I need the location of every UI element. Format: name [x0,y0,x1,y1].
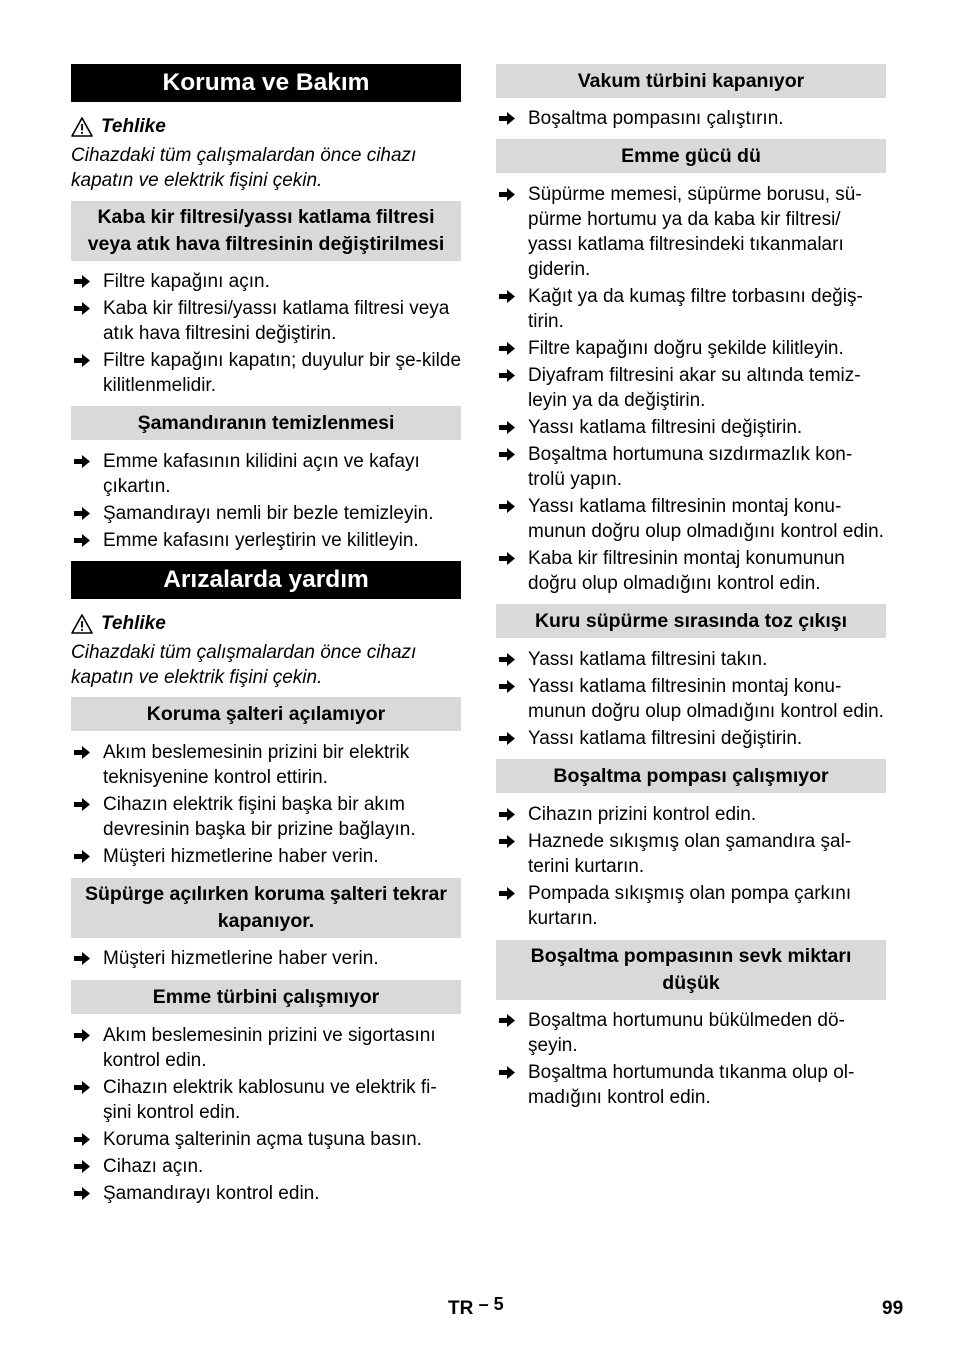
arrow-right-icon [73,506,91,521]
list-item: Boşaltma pompasını çalıştırın. [496,106,886,131]
list-item: Emme kafasının kilidini açın ve kafayı çıkartın. [71,449,461,499]
list-item: Müşteri hizmetlerine haber verin. [71,946,461,971]
list-item: Filtre kapağını doğru şekilde kilitleyin. [496,336,886,361]
list-item: Yassı katlama filtresini değiştirin. [496,726,886,751]
vacuum-steps [496,106,886,131]
heading-float-cleaning: Şamandıranın temizlenmesi [71,406,461,440]
dust-steps [496,647,886,751]
footer-section-number: – 5 [478,1294,504,1314]
list-item: Haznede sıkışmış olan şamandıra şal-terini kurtarın. [496,829,886,879]
switch-steps [71,740,461,869]
arrow-right-icon [73,1080,91,1095]
float-steps [71,449,461,553]
arrow-right-icon [73,849,91,864]
arrow-right-icon [498,652,516,667]
heading-pump-not-working: Boşaltma pompası çalışmıyor [496,759,886,793]
arrow-right-icon [498,499,516,514]
danger-text: Cihazdaki tüm çalışmalardan önce cihazı kapatın ve elektrik fişini çekin. [71,145,417,191]
list-item: Koruma şalterinin açma tuşuna basın. [71,1127,461,1152]
arrow-right-icon [73,533,91,548]
arrow-right-icon [498,420,516,435]
footer-lang-code: TR [448,1298,474,1319]
arrow-right-icon [73,745,91,760]
arrow-right-icon [498,679,516,694]
danger-label: Tehlike [101,613,166,634]
list-item: Cihazın elektrik fişini başka bir akım devresinin başka bir prizine bağlayın. [71,792,461,842]
arrow-right-icon [498,731,516,746]
left-column [71,64,461,1208]
arrow-right-icon [73,274,91,289]
danger-text: Cihazdaki tüm çalışmalardan önce cihazı kapatın ve elektrik fişini çekin. [71,642,417,688]
danger-notice [71,114,461,193]
list-item: Akım beslemesinin prizini ve sigortasını kontrol edin. [71,1023,461,1073]
footer-language [448,1294,504,1320]
heading-suction-power: Emme gücü dü [496,139,886,173]
arrow-right-icon [73,1186,91,1201]
list-item: Boşaltma hortumunda tıkanma olup ol-madığını kontrol edin. [496,1060,886,1110]
turbine-steps [71,1023,461,1206]
arrow-right-icon [498,187,516,202]
heading-sweeper-switch: Süpürge açılırken koruma şalteri tekrar kapanıyor. [71,878,461,938]
heading-pump-low-rate: Boşaltma pompasının sevk miktarı düşük [496,940,886,1000]
heading-vacuum-turbine-off: Vakum türbini kapanıyor [496,64,886,98]
arrow-right-icon [498,551,516,566]
list-item: Akım beslemesinin prizini bir elektrik teknisyenine kontrol ettirin. [71,740,461,790]
heading-switch-not-opening: Koruma şalteri açılamıyor [71,697,461,731]
sweeper-steps [71,946,461,971]
arrow-right-icon [498,1065,516,1080]
rate-steps [496,1008,886,1110]
list-item: Cihazın elektrik kablosunu ve elektrik fi-şini kontrol edin. [71,1075,461,1125]
arrow-right-icon [498,368,516,383]
list-item: Pompada sıkışmış olan pompa çarkını kurtarın. [496,881,886,931]
list-item: Kaba kir filtresi/yassı katlama filtresi veya atık hava filtresini değiştirin. [71,296,461,346]
arrow-right-icon [498,1013,516,1028]
list-item: Şamandırayı kontrol edin. [71,1181,461,1206]
list-item: Süpürme memesi, süpürme borusu, sü-pürme hortumu ya da kaba kir filtresi/ yassı katlama filtresindeki tıkanmaları giderin. [496,182,886,282]
arrow-right-icon [73,1159,91,1174]
suction-steps [496,182,886,596]
danger-title [71,611,461,636]
arrow-right-icon [498,834,516,849]
list-item: Kaba kir filtresinin montaj konumunun doğru olup olmadığını kontrol edin. [496,546,886,596]
arrow-right-icon [73,1132,91,1147]
list-item: Emme kafasını yerleştirin ve kilitleyin. [71,528,461,553]
arrow-right-icon [498,447,516,462]
list-item: Yassı katlama filtresini takın. [496,647,886,672]
right-column [496,64,886,1112]
warning-triangle-icon [71,117,93,137]
list-item: Yassı katlama filtresinin montaj konu-munun doğru olup olmadığını kontrol edin. [496,494,886,544]
list-item: Boşaltma hortumunu bükülmeden dö-şeyin. [496,1008,886,1058]
list-item: Yassı katlama filtresinin montaj konu-munun doğru olup olmadığını kontrol edin. [496,674,886,724]
filter-steps [71,269,461,398]
arrow-right-icon [73,951,91,966]
danger-notice [71,611,461,690]
arrow-right-icon [498,807,516,822]
list-item: Yassı katlama filtresini değiştirin. [496,415,886,440]
danger-title [71,114,461,139]
arrow-right-icon [498,111,516,126]
arrow-right-icon [73,353,91,368]
arrow-right-icon [498,289,516,304]
heading-dust-output: Kuru süpürme sırasında toz çıkışı [496,604,886,638]
heading-turbine-not-working: Emme türbini çalışmıyor [71,980,461,1014]
page-number: 99 [882,1298,904,1319]
list-item: Cihazın prizini kontrol edin. [496,802,886,827]
arrow-right-icon [498,886,516,901]
list-item: Kağıt ya da kumaş filtre torbasını değiş-tirin. [496,284,886,334]
heading-filter-change: Kaba kir filtresi/yassı katlama filtresi veya atık hava filtresinin değiştirilmesi [71,201,461,261]
list-item: Boşaltma hortumuna sızdırmazlık kon-trolü yapın. [496,442,886,492]
heading-arizalarda-yardim: Arızalarda yardım [71,561,461,599]
list-item: Şamandırayı nemli bir bezle temizleyin. [71,501,461,526]
list-item: Filtre kapağını kapatın; duyulur bir şe-kilde kilitlenmelidir. [71,348,461,398]
danger-label: Tehlike [101,116,166,137]
arrow-right-icon [73,301,91,316]
arrow-right-icon [73,454,91,469]
list-item: Müşteri hizmetlerine haber verin. [71,844,461,869]
arrow-right-icon [73,1028,91,1043]
arrow-right-icon [498,341,516,356]
list-item: Cihazı açın. [71,1154,461,1179]
warning-triangle-icon [71,614,93,634]
list-item: Diyafram filtresini akar su altında temiz-leyin ya da değiştirin. [496,363,886,413]
heading-koruma-ve-bakim: Koruma ve Bakım [71,64,461,102]
list-item: Filtre kapağını açın. [71,269,461,294]
pump-steps [496,802,886,931]
arrow-right-icon [73,797,91,812]
